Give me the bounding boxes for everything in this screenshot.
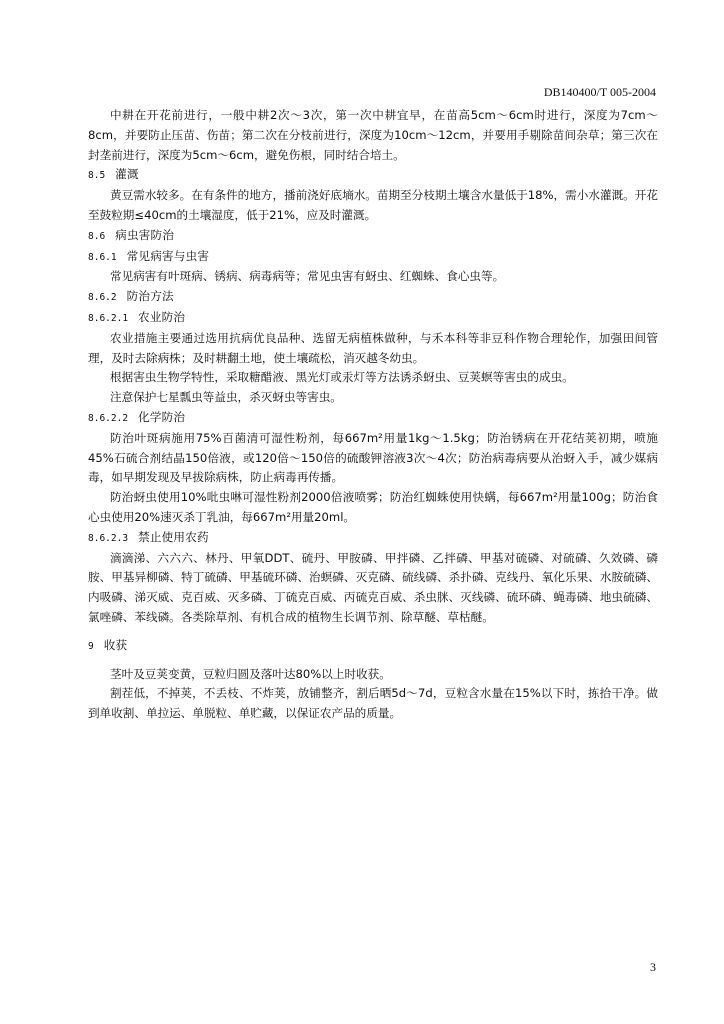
section-heading — [88, 636, 658, 657]
paragraph: 滴滴涕、六六六、林丹、甲氧DDT、硫丹、甲胺磷、甲拌磷、乙拌磷、甲基对硫磷、对硫磷、久效磷、磷胺、甲基异柳磷、特丁硫磷、甲基硫环磷、治螟磷、灭克磷、硫线磷、杀扑磷、克线丹、氧化乐果、水胺硫磷、内吸磷、涕灭威、克百威、灭多磷、丁硫克百威、丙硫克百威、杀虫脒、灭线磷、硫环磷、蝇毒磷、地虫硫磷、氯唑磷、苯线磷。各类除草剂、有机合成的植物生长调节剂、除草醚、草枯醚。 — [88, 550, 658, 624]
section-title: 化学防治 — [138, 409, 186, 424]
paragraph: 农业措施主要通过选用抗病优良品种、选留无病植株做种，与禾本科等非豆科作物合理轮作，加强田间管理，及时去除病株；及时耕翻土地，使土壤疏松，消灭越冬幼虫。 — [88, 330, 658, 365]
paragraph: 中耕在开花前进行，一般中耕2次～3次，第一次中耕宜早，在苗高5cm～6cm时进行，深度为7cm～8cm，并要防止压苗、伤苗；第二次在分枝前进行，深度为10cm～12cm，并要用手剔除苗间杂草；第三次在封垄前进行，深度为5cm～6cm，避免伤根，同时结合培土。 — [88, 108, 658, 162]
section-heading — [88, 247, 658, 268]
paragraph: 常见病害有叶斑病、锈病、病毒病等；常见虫害有蚜虫、红蜘蛛、食心虫等。 — [110, 269, 505, 284]
paragraph: 茎叶及豆荚变黄，豆粒归圆及落叶达80%以上时收获。 — [110, 666, 391, 681]
document-body — [88, 106, 658, 724]
paragraph: 注意保护七星瓢虫等益虫，杀灭蚜虫等害虫。 — [110, 390, 342, 405]
section-title: 农业防治 — [138, 309, 186, 324]
section-number: 8.6 — [88, 230, 106, 242]
section-title: 常见病害与虫害 — [126, 248, 210, 263]
paragraph: 割茬低，不掉荚，不丢枝、不炸荚，放铺整齐，割后晒5d～7d，豆粒含水量在15%以下时，拣拾干净。做到单收割、单拉运、单脱粒、单贮藏，以保证农产品的质量。 — [88, 686, 658, 721]
paragraph: 根据害虫生物学特性，采取糖醋液、黑光灯或汞灯等方法诱杀蚜虫、豆荚螟等害虫的成虫。 — [110, 370, 574, 385]
document-code: DB140400/T 005-2004 — [543, 85, 656, 99]
page-number: 3 — [650, 960, 656, 974]
section-title: 病虫害防治 — [115, 227, 175, 242]
paragraph: 黄豆需水较多。在有条件的地方，播前浇好底墒水。苗期至分枝期土壤含水量低于18%，需小水灌溉。开花至鼓粒期≤40cm的土壤湿度，低于21%，应及时灌溉。 — [88, 188, 658, 222]
section-heading — [88, 408, 658, 429]
section-heading — [88, 308, 658, 329]
section-heading — [88, 287, 658, 308]
paragraph: 防治叶斑病施用75%百菌清可湿性粉剂，每667m²用量1kg～1.5kg；防治锈病在开花结荚初期，喷施45%石硫合剂结晶150倍液，或120倍～150倍的硫酸钾溶液3次～4次；防治病毒病要从治蚜入手，减少媒病毒，如早期发现及早拔除病株，防止病毒再传播。 — [88, 430, 658, 485]
section-title: 收获 — [103, 637, 128, 652]
section-title: 灌溉 — [115, 167, 139, 182]
section-number: 8.6.2.2 — [88, 412, 129, 424]
paragraph: 防治蚜虫使用10%吡虫啉可湿性粉剂2000倍液喷雾；防治红蜘蛛使用快螨，每667m²用量100g；防治食心虫使用20%速灭杀丁乳油，每667m²用量20ml。 — [88, 490, 658, 524]
section-number: 8.5 — [88, 170, 106, 182]
section-title: 防治方法 — [126, 289, 174, 304]
section-heading — [88, 165, 658, 186]
section-number: 8.6.2 — [88, 292, 117, 304]
section-heading — [88, 528, 658, 549]
section-number: 9 — [88, 640, 94, 652]
section-number: 8.6.2.3 — [88, 532, 129, 544]
section-title: 禁止使用农药 — [138, 529, 209, 544]
section-heading — [88, 226, 658, 247]
section-number: 8.6.1 — [88, 251, 117, 263]
section-number: 8.6.2.1 — [88, 312, 129, 324]
